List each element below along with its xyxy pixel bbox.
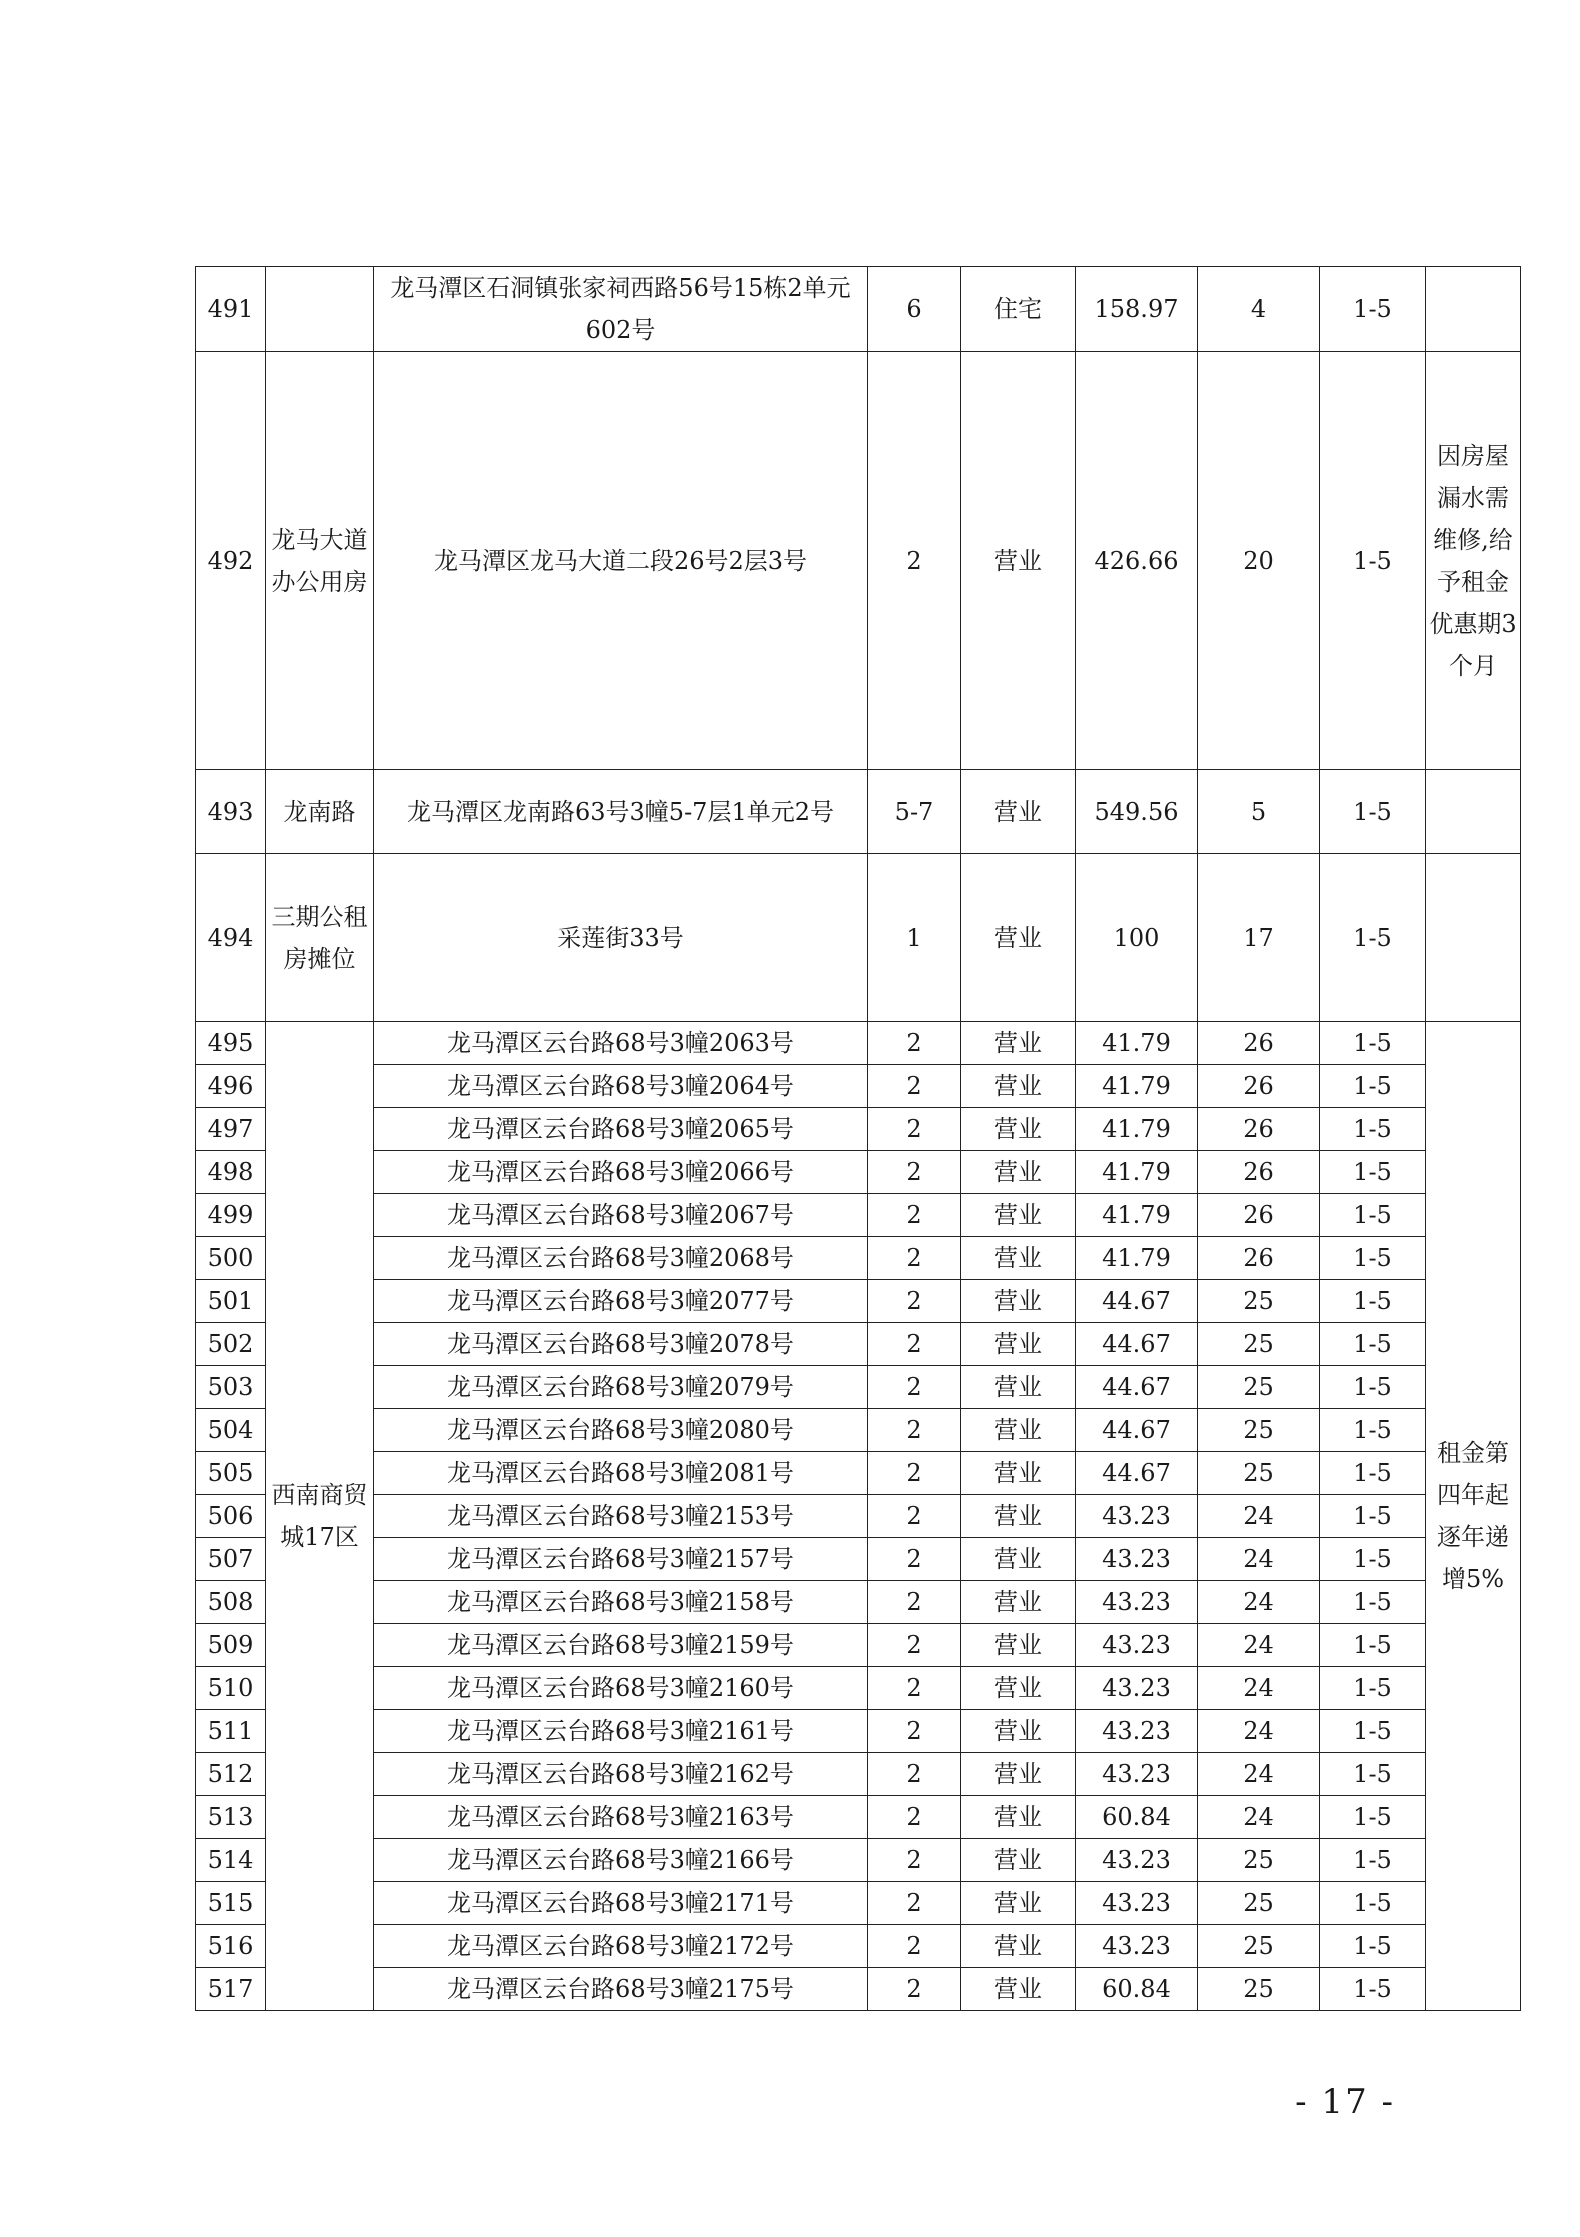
area: 44.67 [1076, 1323, 1198, 1366]
usage: 营业 [961, 1065, 1076, 1108]
area: 41.79 [1076, 1108, 1198, 1151]
term: 1-5 [1320, 1624, 1426, 1667]
table-row [196, 770, 1521, 854]
address: 龙马潭区龙马大道二段26号2层3号 [374, 352, 868, 770]
usage: 营业 [961, 1108, 1076, 1151]
area: 44.67 [1076, 1452, 1198, 1495]
address: 龙马潭区云台路68号3幢2175号 [374, 1968, 868, 2011]
area: 41.79 [1076, 1194, 1198, 1237]
price: 20 [1198, 352, 1320, 770]
term: 1-5 [1320, 1796, 1426, 1839]
area: 100 [1076, 854, 1198, 1022]
address: 龙马潭区云台路68号3幢2153号 [374, 1495, 868, 1538]
floor: 2 [868, 1237, 961, 1280]
table-row [196, 1323, 1521, 1366]
price: 17 [1198, 854, 1320, 1022]
table-row [196, 1495, 1521, 1538]
row-number: 513 [196, 1796, 266, 1839]
term: 1-5 [1320, 854, 1426, 1022]
table-row [196, 1796, 1521, 1839]
usage: 营业 [961, 1280, 1076, 1323]
area: 43.23 [1076, 1753, 1198, 1796]
row-number: 492 [196, 352, 266, 770]
project-name: 西南商贸城17区 [266, 1022, 374, 2011]
area: 60.84 [1076, 1968, 1198, 2011]
address: 龙马潭区云台路68号3幢2171号 [374, 1882, 868, 1925]
area: 426.66 [1076, 352, 1198, 770]
project-name: 龙马大道办公用房 [266, 352, 374, 770]
table-row [196, 1581, 1521, 1624]
price: 24 [1198, 1667, 1320, 1710]
address: 龙马潭区云台路68号3幢2066号 [374, 1151, 868, 1194]
address: 龙马潭区云台路68号3幢2067号 [374, 1194, 868, 1237]
price: 26 [1198, 1237, 1320, 1280]
usage: 营业 [961, 1968, 1076, 2011]
usage: 营业 [961, 1237, 1076, 1280]
address: 龙马潭区龙南路63号3幢5-7层1单元2号 [374, 770, 868, 854]
table-row [196, 1624, 1521, 1667]
usage: 营业 [961, 1538, 1076, 1581]
area: 41.79 [1076, 1022, 1198, 1065]
term: 1-5 [1320, 1022, 1426, 1065]
term: 1-5 [1320, 1925, 1426, 1968]
price: 24 [1198, 1710, 1320, 1753]
table-row [196, 1925, 1521, 1968]
price: 24 [1198, 1796, 1320, 1839]
row-number: 504 [196, 1409, 266, 1452]
floor: 2 [868, 1538, 961, 1581]
row-number: 493 [196, 770, 266, 854]
floor: 2 [868, 1022, 961, 1065]
price: 26 [1198, 1194, 1320, 1237]
row-number: 498 [196, 1151, 266, 1194]
usage: 营业 [961, 1495, 1076, 1538]
table-row [196, 1409, 1521, 1452]
term: 1-5 [1320, 1581, 1426, 1624]
usage: 营业 [961, 1667, 1076, 1710]
note [1426, 267, 1521, 352]
floor: 2 [868, 352, 961, 770]
price: 4 [1198, 267, 1320, 352]
floor: 2 [868, 1925, 961, 1968]
usage: 营业 [961, 1710, 1076, 1753]
usage: 营业 [961, 1323, 1076, 1366]
table-row [196, 1882, 1521, 1925]
floor: 2 [868, 1624, 961, 1667]
term: 1-5 [1320, 1409, 1426, 1452]
usage: 营业 [961, 1409, 1076, 1452]
row-number: 514 [196, 1839, 266, 1882]
floor: 2 [868, 1065, 961, 1108]
price: 26 [1198, 1065, 1320, 1108]
floor: 2 [868, 1968, 961, 2011]
term: 1-5 [1320, 1882, 1426, 1925]
address: 龙马潭区石洞镇张家祠西路56号15栋2单元602号 [374, 267, 868, 352]
address: 龙马潭区云台路68号3幢2160号 [374, 1667, 868, 1710]
usage: 营业 [961, 770, 1076, 854]
address: 龙马潭区云台路68号3幢2159号 [374, 1624, 868, 1667]
floor: 2 [868, 1323, 961, 1366]
price: 24 [1198, 1495, 1320, 1538]
table-row [196, 1753, 1521, 1796]
term: 1-5 [1320, 1108, 1426, 1151]
row-number: 495 [196, 1022, 266, 1065]
address: 龙马潭区云台路68号3幢2063号 [374, 1022, 868, 1065]
term: 1-5 [1320, 1667, 1426, 1710]
row-number: 501 [196, 1280, 266, 1323]
rental-listing-table [195, 266, 1521, 2011]
row-number: 496 [196, 1065, 266, 1108]
address: 龙马潭区云台路68号3幢2078号 [374, 1323, 868, 1366]
price: 25 [1198, 1366, 1320, 1409]
address: 龙马潭区云台路68号3幢2077号 [374, 1280, 868, 1323]
usage: 营业 [961, 1925, 1076, 1968]
term: 1-5 [1320, 1151, 1426, 1194]
note: 租金第四年起逐年递增5% [1426, 1022, 1521, 2011]
term: 1-5 [1320, 1495, 1426, 1538]
area: 41.79 [1076, 1065, 1198, 1108]
floor: 2 [868, 1882, 961, 1925]
table-row [196, 1237, 1521, 1280]
area: 44.67 [1076, 1366, 1198, 1409]
term: 1-5 [1320, 770, 1426, 854]
term: 1-5 [1320, 1538, 1426, 1581]
row-number: 511 [196, 1710, 266, 1753]
usage: 营业 [961, 1839, 1076, 1882]
floor: 2 [868, 1108, 961, 1151]
row-number: 508 [196, 1581, 266, 1624]
area: 44.67 [1076, 1280, 1198, 1323]
term: 1-5 [1320, 1452, 1426, 1495]
area: 43.23 [1076, 1624, 1198, 1667]
usage: 营业 [961, 1796, 1076, 1839]
area: 43.23 [1076, 1667, 1198, 1710]
area: 43.23 [1076, 1925, 1198, 1968]
price: 24 [1198, 1581, 1320, 1624]
area: 43.23 [1076, 1839, 1198, 1882]
term: 1-5 [1320, 1839, 1426, 1882]
address: 龙马潭区云台路68号3幢2080号 [374, 1409, 868, 1452]
table-row [196, 1108, 1521, 1151]
address: 龙马潭区云台路68号3幢2163号 [374, 1796, 868, 1839]
floor: 2 [868, 1452, 961, 1495]
address: 龙马潭区云台路68号3幢2065号 [374, 1108, 868, 1151]
price: 25 [1198, 1409, 1320, 1452]
note: 因房屋漏水需维修,给予租金优惠期3个月 [1426, 352, 1521, 770]
usage: 营业 [961, 1581, 1076, 1624]
floor: 2 [868, 1667, 961, 1710]
row-number: 512 [196, 1753, 266, 1796]
term: 1-5 [1320, 1366, 1426, 1409]
floor: 2 [868, 1194, 961, 1237]
row-number: 510 [196, 1667, 266, 1710]
usage: 营业 [961, 1194, 1076, 1237]
usage: 营业 [961, 1022, 1076, 1065]
price: 24 [1198, 1753, 1320, 1796]
floor: 2 [868, 1581, 961, 1624]
table-row [196, 854, 1521, 1022]
floor: 2 [868, 1839, 961, 1882]
address: 龙马潭区云台路68号3幢2064号 [374, 1065, 868, 1108]
usage: 营业 [961, 1366, 1076, 1409]
address: 龙马潭区云台路68号3幢2158号 [374, 1581, 868, 1624]
price: 24 [1198, 1538, 1320, 1581]
table-row [196, 267, 1521, 352]
term: 1-5 [1320, 1194, 1426, 1237]
usage: 营业 [961, 1882, 1076, 1925]
floor: 2 [868, 1710, 961, 1753]
table-row [196, 1366, 1521, 1409]
row-number: 502 [196, 1323, 266, 1366]
price: 26 [1198, 1022, 1320, 1065]
project-name: 龙南路 [266, 770, 374, 854]
row-number: 505 [196, 1452, 266, 1495]
address: 龙马潭区云台路68号3幢2079号 [374, 1366, 868, 1409]
project-name: 三期公租房摊位 [266, 854, 374, 1022]
table-row [196, 1968, 1521, 2011]
price: 25 [1198, 1323, 1320, 1366]
address: 龙马潭区云台路68号3幢2166号 [374, 1839, 868, 1882]
area: 43.23 [1076, 1882, 1198, 1925]
term: 1-5 [1320, 352, 1426, 770]
table-row [196, 1667, 1521, 1710]
row-number: 499 [196, 1194, 266, 1237]
row-number: 491 [196, 267, 266, 352]
row-number: 503 [196, 1366, 266, 1409]
address: 龙马潭区云台路68号3幢2081号 [374, 1452, 868, 1495]
address: 采莲街33号 [374, 854, 868, 1022]
table-row [196, 1538, 1521, 1581]
area: 43.23 [1076, 1538, 1198, 1581]
floor: 2 [868, 1495, 961, 1538]
floor: 6 [868, 267, 961, 352]
floor: 2 [868, 1753, 961, 1796]
area: 43.23 [1076, 1495, 1198, 1538]
usage: 营业 [961, 352, 1076, 770]
project-name [266, 267, 374, 352]
table-row [196, 1065, 1521, 1108]
term: 1-5 [1320, 267, 1426, 352]
usage: 营业 [961, 1753, 1076, 1796]
table-body [196, 267, 1521, 2011]
price: 25 [1198, 1882, 1320, 1925]
note [1426, 770, 1521, 854]
term: 1-5 [1320, 1280, 1426, 1323]
term: 1-5 [1320, 1323, 1426, 1366]
price: 26 [1198, 1151, 1320, 1194]
area: 43.23 [1076, 1581, 1198, 1624]
area: 549.56 [1076, 770, 1198, 854]
area: 44.67 [1076, 1409, 1198, 1452]
area: 41.79 [1076, 1151, 1198, 1194]
table-row [196, 1839, 1521, 1882]
usage: 住宅 [961, 267, 1076, 352]
table-row [196, 1280, 1521, 1323]
area: 60.84 [1076, 1796, 1198, 1839]
table-row [196, 1452, 1521, 1495]
price: 5 [1198, 770, 1320, 854]
floor: 2 [868, 1366, 961, 1409]
usage: 营业 [961, 854, 1076, 1022]
table-row [196, 1022, 1521, 1065]
price: 25 [1198, 1839, 1320, 1882]
row-number: 515 [196, 1882, 266, 1925]
row-number: 506 [196, 1495, 266, 1538]
term: 1-5 [1320, 1237, 1426, 1280]
price: 25 [1198, 1452, 1320, 1495]
term: 1-5 [1320, 1968, 1426, 2011]
address: 龙马潭区云台路68号3幢2162号 [374, 1753, 868, 1796]
price: 25 [1198, 1280, 1320, 1323]
floor: 2 [868, 1151, 961, 1194]
term: 1-5 [1320, 1710, 1426, 1753]
address: 龙马潭区云台路68号3幢2068号 [374, 1237, 868, 1280]
address: 龙马潭区云台路68号3幢2172号 [374, 1925, 868, 1968]
area: 43.23 [1076, 1710, 1198, 1753]
address: 龙马潭区云台路68号3幢2157号 [374, 1538, 868, 1581]
price: 25 [1198, 1968, 1320, 2011]
table-row [196, 1710, 1521, 1753]
row-number: 507 [196, 1538, 266, 1581]
price: 26 [1198, 1108, 1320, 1151]
floor: 5-7 [868, 770, 961, 854]
floor: 2 [868, 1280, 961, 1323]
address: 龙马潭区云台路68号3幢2161号 [374, 1710, 868, 1753]
usage: 营业 [961, 1452, 1076, 1495]
row-number: 494 [196, 854, 266, 1022]
floor: 2 [868, 1409, 961, 1452]
row-number: 517 [196, 1968, 266, 2011]
table-row [196, 352, 1521, 770]
row-number: 516 [196, 1925, 266, 1968]
row-number: 509 [196, 1624, 266, 1667]
note [1426, 854, 1521, 1022]
floor: 2 [868, 1796, 961, 1839]
usage: 营业 [961, 1151, 1076, 1194]
term: 1-5 [1320, 1753, 1426, 1796]
floor: 1 [868, 854, 961, 1022]
usage: 营业 [961, 1624, 1076, 1667]
area: 158.97 [1076, 267, 1198, 352]
term: 1-5 [1320, 1065, 1426, 1108]
row-number: 497 [196, 1108, 266, 1151]
table-row [196, 1194, 1521, 1237]
price: 24 [1198, 1624, 1320, 1667]
page-number: - 17 - [1295, 2082, 1395, 2122]
row-number: 500 [196, 1237, 266, 1280]
table-row [196, 1151, 1521, 1194]
area: 41.79 [1076, 1237, 1198, 1280]
price: 25 [1198, 1925, 1320, 1968]
